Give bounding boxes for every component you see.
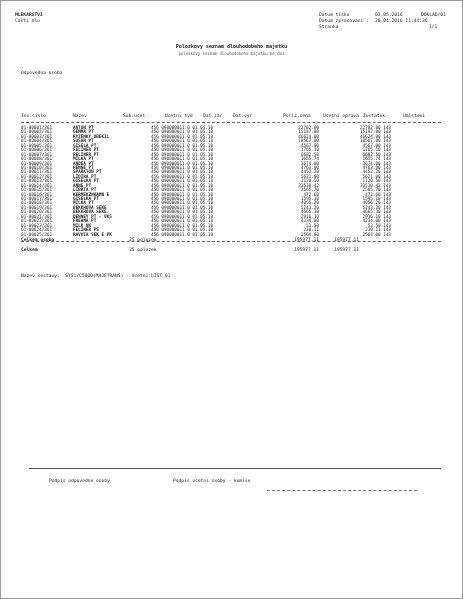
col-week: Ucetni tyd [165, 114, 193, 119]
cell-inv: 01-00012/361 [21, 174, 53, 180]
asset-table [21, 127, 441, 238]
cell-account: 456 090000011 0 01.05.10 [151, 210, 214, 216]
cell-name: SUSAN PT [73, 139, 94, 145]
totals-rule [21, 241, 441, 242]
cell-name: LIDIRA PT [73, 174, 97, 180]
cell-name: GISELA PT [73, 143, 97, 149]
cell-rest: 472.60 143 [365, 192, 391, 198]
col-name: Nazev [73, 114, 87, 119]
cell-rest: 1120.50 143 [362, 179, 391, 185]
col-subaccount: Sub.ucet [123, 114, 146, 119]
cell-rest: 1595.10 143 [362, 197, 391, 202]
col-rest: Zustatek [363, 114, 386, 119]
cell-name: FREAMA PT [73, 219, 97, 225]
cell-account: 456 090000011 0 01.05.10 [151, 148, 214, 154]
total-person-price: 195977.11 [294, 238, 319, 243]
cell-price: 5243.20 [300, 205, 319, 211]
table-row [21, 234, 441, 238]
cell-price: 230.11 [303, 228, 319, 234]
cell-name: RYZENKY OBEKIL [73, 134, 110, 140]
cell-account: 456 090000011 0 01.05.10 [151, 174, 214, 180]
company-name: MLEKARSTVI [15, 13, 43, 18]
cell-rest: 5621.00 143 [362, 174, 391, 180]
cell-rest: 2564.00 143 [362, 232, 391, 238]
total-person-count: 25 polozek [129, 238, 157, 243]
cell-price: 2564.00 [300, 232, 319, 238]
cell-price: 4567.00 [300, 143, 319, 149]
cell-name: FELINER PT [73, 148, 99, 154]
cell-name: RELINER PT [73, 152, 99, 158]
cell-price: 2565.70 [300, 188, 319, 194]
cell-rest: 53.50 143 [367, 223, 391, 229]
doc-number: DOKLAD/01 [421, 13, 446, 18]
cell-rest: 4665.30 143 [362, 210, 391, 216]
cell-price: 4763.00 [300, 165, 319, 171]
cell-account: 456 090000011 0 01.05.10 [151, 188, 214, 194]
cell-name: BEKKHOVA SEKE [73, 205, 107, 211]
cell-inv: 01-00004/361 [21, 139, 53, 145]
cell-inv: 01-00006/361 [21, 148, 53, 154]
cell-price: 33530.42 [298, 183, 319, 189]
cell-inv: 01-00019/361 [21, 205, 53, 211]
cell-rest: 4234.00 143 [362, 219, 391, 225]
cell-account: 456 090000011 0 01.05.10 [151, 192, 214, 198]
cell-rest: 15197.00 143 [359, 130, 391, 136]
total-count: 25 polozek [129, 248, 157, 253]
cell-account: 456 090000011 0 01.05.10 [151, 165, 214, 171]
cell-price: 2916.10 [300, 214, 319, 220]
cell-rest: 3674.00 143 [362, 161, 391, 167]
cell-inv: 01-00010/361 [21, 165, 53, 171]
processing-date-label: Datum zpracovani : [319, 19, 369, 24]
report-subtitle: polozkovy seznam dlouhodobeho majetku ke dni [178, 51, 285, 56]
cell-name: DENNEY PT - VKS [73, 214, 112, 220]
cell-account: 456 090000011 0 01.05.10 [151, 219, 214, 225]
cell-name: ANTON PT [73, 126, 94, 131]
cell-price: 6682.50 [300, 152, 319, 158]
cell-name: SPARKTON PT [73, 170, 102, 176]
cell-price: 22702.00 [298, 126, 319, 131]
cell-inv: 01-00003/361 [21, 134, 53, 140]
cell-account: 456 090000011 0 01.05.10 [151, 179, 214, 185]
company-subtitle: Casti mlu [15, 19, 40, 24]
cell-rest: 1765.10 143 [362, 148, 391, 154]
signature-left-label: Podpis odpovedne osoby [49, 479, 110, 484]
cell-inv: 01-00005/361 [21, 143, 53, 149]
cell-inv: 01-00013/361 [21, 179, 53, 185]
cell-price: 1655.74 [300, 157, 319, 163]
cell-price: 4665.30 [300, 210, 319, 216]
cell-inv: 01-00018/361 [21, 201, 53, 207]
cell-inv: 01-00007/361 [21, 152, 53, 158]
cell-inv: 01-00014/361 [21, 183, 53, 189]
cell-account: 456 090000011 0 01.05.10 [151, 170, 214, 176]
cell-rest: 2916.10 143 [362, 214, 391, 220]
cell-price: 15197.00 [298, 130, 319, 136]
cell-account: 456 090000011 0 01.05.10 [151, 205, 214, 211]
cell-rest: 46624.00 143 [359, 134, 391, 140]
cell-price: 1765.10 [300, 148, 319, 154]
cell-account: 456 090000011 0 01.05.10 [151, 161, 214, 167]
cell-rest: 5243.20 143 [362, 205, 391, 211]
cell-account: 456 090000011 0 01.05.10 [151, 126, 214, 131]
cell-inv: 01-00021/361 [21, 214, 53, 220]
col-date-out: Dat.vyr [233, 114, 253, 119]
signature-line [267, 490, 417, 491]
cell-name: GEMMA PT [73, 130, 94, 136]
total-person-label: Celkem osoba [21, 238, 55, 243]
cell-rest: 230.11 143 [365, 228, 391, 234]
cell-account: 456 090000011 0 01.05.10 [151, 228, 214, 234]
cell-inv: 01-00002/361 [21, 130, 53, 136]
cell-price: 3674.00 [300, 161, 319, 167]
cell-price: 4234.00 [300, 219, 319, 225]
cell-price: 1120.50 [300, 179, 319, 185]
page-value: 1/1 [429, 25, 438, 30]
cell-rest: 18567.00 143 [359, 139, 391, 145]
col-depreciation: Ucetni oprava [323, 114, 359, 119]
cell-name: BEKKHOVA SEKE [73, 210, 107, 216]
cell-price: 4452.20 [300, 170, 319, 176]
cell-account: 456 090000011 0 01.05.10 [151, 214, 214, 220]
cell-inv: 01-00017/361 [21, 197, 53, 202]
signature-middle-label: Podpis ucetni osoby - komise [173, 479, 251, 484]
cell-rest: 22702.00 143 [359, 126, 391, 131]
section-label: Odpovedna osoba [21, 71, 63, 76]
cell-account: 456 090000011 0 01.05.10 [151, 130, 214, 136]
cell-price: 472.60 [303, 192, 319, 198]
report-reference: Nazev sestavy: SYS1/C5000(MAJETRANS) - Ucetni:LIST_01 [21, 274, 171, 279]
cell-inv: 01-00009/361 [21, 161, 53, 167]
cell-rest: 1655.74 143 [362, 157, 391, 163]
cell-account: 456 090000011 0 01.05.10 [151, 183, 214, 189]
cell-name: KERMEKZNKAMN E [73, 192, 110, 198]
cell-account: 456 090000011 0 01.05.10 [151, 139, 214, 145]
total-person-rest: 195977.11 [334, 238, 359, 243]
cell-inv: 01-00016/361 [21, 192, 53, 198]
print-date-value: 03.05.2016 [375, 13, 403, 18]
cell-name: GISELKA PT [73, 179, 99, 185]
cell-inv: 01-00008/361 [21, 157, 53, 163]
col-location: Umisteni [403, 114, 426, 119]
cell-account: 456 090000011 0 01.05.10 [151, 197, 214, 202]
total-rest: 195977.11 [334, 248, 359, 253]
cell-name: GISELKA PT [73, 197, 99, 202]
signature-rule [29, 468, 441, 469]
cell-rest: 33530.42 143 [359, 183, 391, 189]
col-price: Poriz.cena [283, 114, 311, 119]
cell-rest: 4452.20 143 [362, 170, 391, 176]
cell-inv: 01-00024/361 [21, 228, 53, 234]
cell-price: 1595.10 [300, 197, 319, 202]
cell-name: ANDEA PT [73, 161, 94, 167]
cell-price: 18567.00 [298, 139, 319, 145]
cell-inv: 01-00023/361 [21, 223, 53, 229]
print-date-label: Datum tisku [319, 13, 350, 18]
cell-rest: 4056.20 143 [362, 201, 391, 207]
report-title: Polozkovy seznam dlouhodobeho majetku [175, 44, 288, 50]
cell-account: 456 090000011 0 01.05.10 [151, 157, 214, 163]
cell-name: RAVVIA SEK E PK [73, 232, 112, 238]
cell-name: FELINER PS [73, 228, 99, 234]
processing-date-value: 20.04.2016 11:44:36 [375, 19, 428, 24]
total-label: Celkem [21, 248, 38, 253]
cell-name: ANNE PT [73, 183, 92, 189]
cell-inv: 01-00001/361 [21, 126, 53, 131]
cell-account: 456 090000011 0 01.05.10 [151, 152, 214, 158]
page-label: Stranka [319, 25, 339, 30]
cell-name: HENNE PT [73, 165, 94, 171]
cell-inv: 01-00015/361 [21, 188, 53, 194]
header-rule [21, 122, 441, 123]
cell-rest: 6682.50 143 [362, 152, 391, 158]
cell-price: 46624.00 [298, 134, 319, 140]
cell-rest: 2565.70 143 [362, 188, 391, 194]
cell-name: MILKA PT [73, 201, 94, 207]
col-inv: Inv.cislo [21, 114, 46, 119]
cell-inv: 01-00020/361 [21, 210, 53, 216]
cell-inv: 01-00011/361 [21, 170, 53, 176]
cell-inv: 01-00022/361 [21, 219, 53, 225]
cell-rest: 4763.00 143 [362, 165, 391, 171]
cell-name: LIBRTA PT [73, 188, 97, 194]
cell-account: 456 090000011 0 01.05.10 [151, 223, 214, 229]
cell-inv: 01-00025/361 [21, 232, 53, 238]
cell-name: MILKA PT [73, 157, 94, 163]
total-price: 195977.11 [294, 248, 319, 253]
cell-account: 456 090000011 0 01.05.10 [151, 134, 214, 140]
cell-price: 5621.00 [300, 174, 319, 180]
cell-account: 456 090000011 0 01.05.10 [151, 232, 214, 238]
col-date-in: Dat.zar [203, 114, 223, 119]
cell-price: 4056.20 [300, 201, 319, 207]
cell-rest: 4567.00 143 [362, 143, 391, 149]
cell-price: 53.50 [306, 223, 319, 229]
cell-name: MILK NK [73, 223, 92, 229]
cell-account: 456 090000011 0 01.05.10 [151, 143, 214, 149]
cell-account: 456 090000011 0 01.05.10 [151, 201, 214, 207]
